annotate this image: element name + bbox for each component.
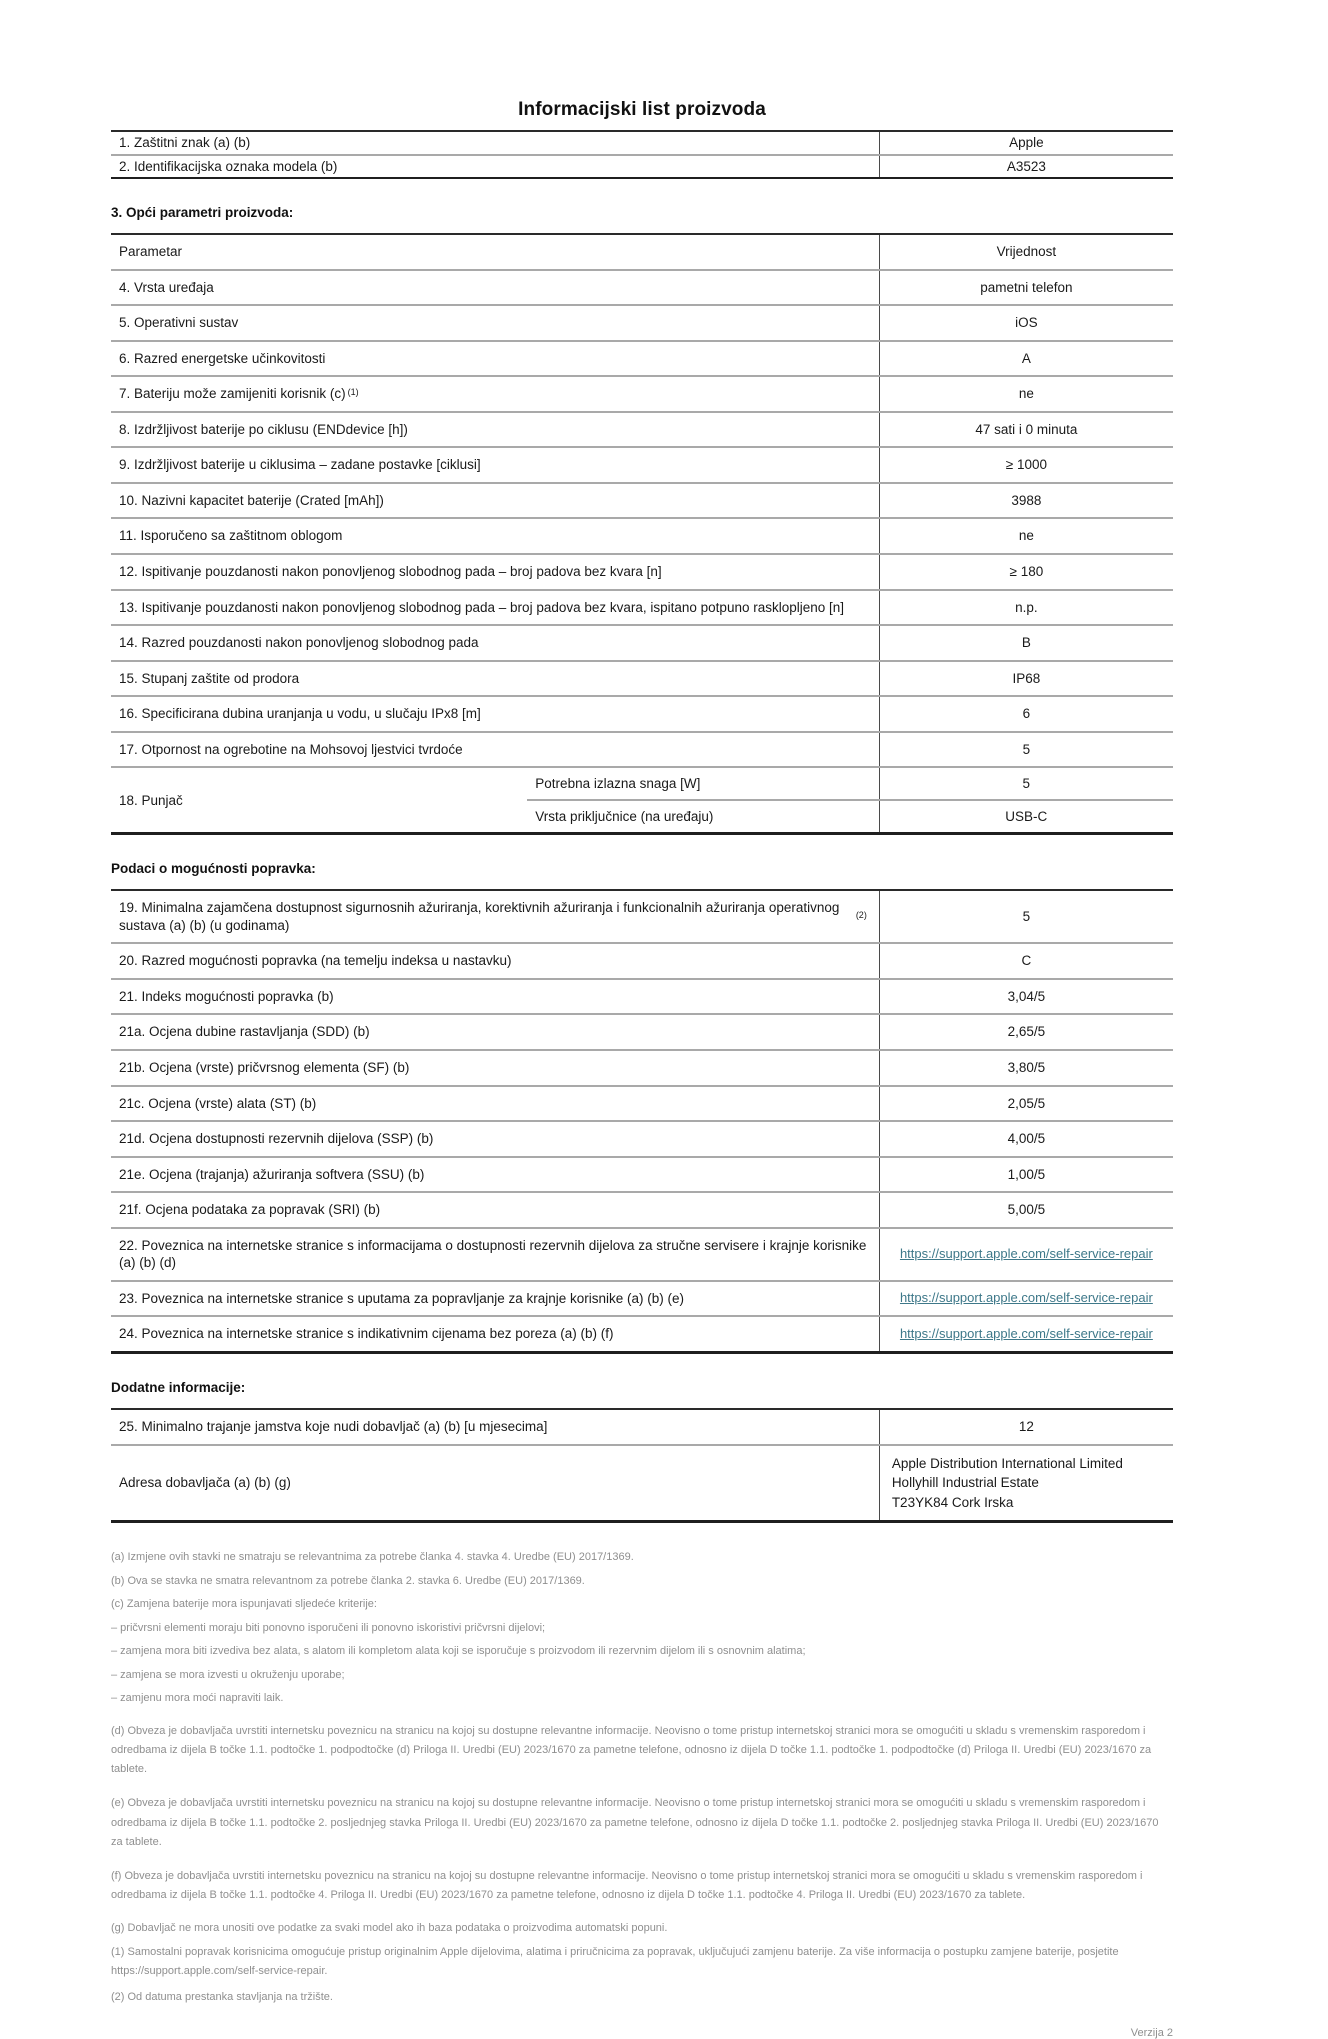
footnote: – zamjenu mora moći napraviti laik. [111,1692,284,1705]
row-value: pametni telefon [879,271,1173,305]
table-row [111,482,1173,518]
row-label: 11. Isporučeno sa zaštitnom oblogom [119,528,343,544]
row-label: 21a. Ocjena dubine rastavljanja (SDD) (b) [119,1024,370,1040]
table-row [111,731,1173,767]
footnote: (a) Izmjene ovih stavki ne smatraju se relevantnima za potrebe članka 4. stavka 4. Uredbe (EU) 2017/1369. [111,1551,634,1564]
row-label: 9. Izdržljivost baterije u ciklusima – zadane postavke [ciklusi] [119,457,481,473]
table-row [111,660,1173,696]
row-value: USB-C [879,801,1173,832]
row-value: n.p. [879,591,1173,625]
row-label: 23. Poveznica na internetske stranice s uputama za popravljanje za krajnje korisnike (a) (b) (e) [119,1290,685,1306]
row-value: 2,05/5 [879,1087,1173,1121]
product-fiche [111,0,1173,2039]
footnote: – zamjena se mora izvesti u okruženju uporabe; [111,1668,345,1681]
row-value: 6 [879,697,1173,731]
row-label: 2. Identifikacijska oznaka modela (b) [119,158,338,174]
repair-instructions-link[interactable]: https://support.apple.com/self-service-repair [899,1290,1153,1306]
charger-row [111,766,1173,832]
address-line: T23YK84 Cork Irska [891,1494,1014,1510]
table-row [111,1280,1173,1316]
footnote: (f) Obveza je dobavljača uvrstiti internetsku poveznicu na stranicu na kojoj su dostupne relevantne informacije. Neovisno o tome pristup internetskoj stranici mora se omogućiti u skladu s vremenskim rasporedom i odredbama iz dijela B točke 1.1. podtočke 4. Priloga II. Uredbi (EU) 2023/1670 za pametne telefone, odnosno iz dijela D točke 1.1. podtočke 4. Priloga II. Uredbi (EU) 2023/1670 za tablete. [111,1870,1143,1902]
row-label: 21c. Ocjena (vrste) alata (ST) (b) [119,1095,317,1111]
row-label: 18. Punjač [119,792,183,808]
row-label: 21f. Ocjena podataka za popravak (SRI) (b) [119,1202,381,1218]
row-label: 1. Zaštitni znak (a) (b) [119,135,251,150]
table-row [111,695,1173,731]
table-row [111,1049,1173,1085]
table-row [527,799,1173,832]
row-label: 24. Poveznica na internetske stranice s indikativnim cijenama bez poreza (a) (b) (f) [119,1326,614,1342]
address-line: Apple Distribution International Limited [891,1455,1123,1471]
row-value [879,1317,1173,1351]
table-row [111,411,1173,447]
table-row [111,1013,1173,1049]
table-row [111,1410,1173,1444]
row-value [879,1282,1173,1316]
general-parameters-table [111,233,1173,835]
footnote-marker: (1) [347,387,359,398]
row-value: ≥ 1000 [879,448,1173,482]
table-header-row [111,235,1173,269]
row-value: 3,80/5 [879,1051,1173,1085]
charger-sub-rows [527,768,1173,832]
row-value: 3,04/5 [879,980,1173,1014]
row-label: 13. Ispitivanje pouzdanosti nakon ponovljenog slobodnog pada – broj padova bez kvara, ispitano potpuno rasklopljeno [n] [119,599,845,615]
row-value: 12 [879,1410,1173,1444]
table-row [111,446,1173,482]
table-row [111,891,1173,942]
row-value: 1,00/5 [879,1158,1173,1192]
row-value: 5 [879,733,1173,767]
row-label [111,891,879,942]
table-row [111,978,1173,1014]
table-row [111,269,1173,305]
footnote-marker: (2) [855,910,867,920]
row-value: iOS [879,306,1173,340]
table-row [111,1227,1173,1280]
table-row [111,304,1173,340]
footnote: – pričvrsni elementi moraju biti ponovno isporučeni ili ponovno iskoristivi pričvrsni dijelovi; [111,1621,546,1634]
table-row [111,942,1173,978]
address-line: Hollyhill Industrial Estate [891,1475,1039,1491]
repairability-table [111,889,1173,1354]
table-row [111,517,1173,553]
row-label: 22. Poveznica na internetske stranice s informacijama o dostupnosti rezervnih dijelova za stručne servisere i krajnje korisnike (a) (b) (d) [119,1237,867,1271]
footnote: (2) Od datuma prestanka stavljanja na tržište. [111,1990,333,2003]
indicative-prices-link[interactable]: https://support.apple.com/self-service-repair [899,1325,1153,1341]
table-row [111,1315,1173,1351]
page-title: Informacijski list proizvoda [518,99,766,120]
table-row [111,553,1173,589]
section-heading-additional: Dodatne informacije: [111,1379,246,1395]
row-label: 25. Minimalno trajanje jamstva koje nudi dobavljač (a) (b) [u mjesecima] [119,1418,548,1434]
row-label: 6. Razred energetske učinkovitosti [119,350,326,366]
row-value: 4,00/5 [879,1122,1173,1156]
supplier-address [879,1446,1173,1521]
row-label: Vrsta priključnice (na uređaju) [535,809,714,825]
table-row [111,589,1173,625]
row-value: 47 sati i 0 minuta [879,413,1173,447]
footnote: (b) Ova se stavka ne smatra relevantnom za potrebe članka 2. stavka 6. Uredbe (EU) 2017/1369. [111,1574,585,1587]
footnotes-section [111,1549,1173,2005]
row-value: ≥ 180 [879,555,1173,589]
row-label: 21. Indeks mogućnosti popravka (b) [119,988,334,1004]
footnote: – zamjena mora biti izvediva bez alata, s alatom ili kompletom alata koji se isporučuje s proizvodom ili rezervnim dijelom ili s osnovnim alatima; [111,1645,806,1658]
table-row [111,1444,1173,1521]
table-row [527,768,1173,799]
row-label-text: 19. Minimalna zajamčena dostupnost sigurnosnih ažuriranja, korektivnih ažuriranja i funkcionalnih ažuriranja operativnog sustava (a) (b) (u godinama) [119,900,840,933]
row-label: 21b. Ocjena (vrste) pričvrsnog elementa (SF) (b) [119,1060,410,1076]
row-label: 17. Otpornost na ogrebotine na Mohsovoj ljestvici tvrdoće [119,741,463,757]
row-value: B [879,626,1173,660]
row-label: 12. Ispitivanje pouzdanosti nakon ponovljenog slobodnog pada – broj padova bez kvara [n] [119,564,662,580]
column-header-parameter: Parametar [119,244,183,260]
section-heading-general: 3. Opći parametri proizvoda: [111,205,294,221]
row-value: IP68 [879,662,1173,696]
row-value [879,1229,1173,1280]
table-row [111,340,1173,376]
row-label: 10. Nazivni kapacitet baterije (Crated [mAh]) [119,492,384,508]
row-label: 15. Stupanj zaštite od prodora [119,670,300,686]
table-row [111,1156,1173,1192]
version-label: Verzija 2 [1130,2027,1173,2039]
row-value: A3523 [879,156,1173,178]
row-label [111,377,879,411]
row-value: A [879,342,1173,376]
row-label: 21d. Ocjena dostupnosti rezervnih dijelova (SSP) (b) [119,1131,434,1147]
spare-parts-link[interactable]: https://support.apple.com/self-service-repair [899,1245,1153,1261]
row-label: 20. Razred mogućnosti popravka (na temelju indeksa u nastavku) [119,953,512,969]
row-label: Adresa dobavljača (a) (b) (g) [119,1475,291,1491]
footnote: (g) Dobavljač ne mora unositi ove podatke za svaki model ako ih baza podataka o proizvodima automatski popuni. [111,1921,668,1934]
row-label: 4. Vrsta uređaja [119,279,214,295]
table-row [111,132,1173,154]
row-label: 5. Operativni sustav [119,315,239,331]
footnote: (e) Obveza je dobavljača uvrstiti internetsku poveznicu na stranicu na kojoj su dostupne relevantne informacije. Neovisno o tome pristup internetskoj stranici mora se omogućiti u skladu s vremenskim rasporedom i odredbama iz dijela B točke 1.1. podtočke 2. posljednjeg stavka Priloga II. Uredbi (EU) 2023/1670 za pametne telefone, odnosno iz dijela D točke 1.1. podtočke 2. posljednjeg stavka Priloga II. Uredbi (EU) 2023/1670 za tablete. [111,1797,1159,1848]
row-value: 2,65/5 [879,1015,1173,1049]
table-row [111,375,1173,411]
additional-info-table [111,1408,1173,1523]
row-label: Potrebna izlazna snaga [W] [535,776,701,792]
supplier-address-lines [886,1450,1129,1517]
column-header-value: Vrijednost [879,235,1173,269]
identification-table [111,130,1173,179]
row-label: 8. Izdržljivost baterije po ciklusu (ENDdevice [h]) [119,421,408,437]
row-value: ne [879,519,1173,553]
row-value: 5 [879,891,1173,942]
footnote: (1) Samostalni popravak korisnicima omogućuje pristup originalnim Apple dijelovima, alatima i priručnicima za popravak, uključujući zamjenu baterije. Za više informacija o postupku zamjene baterije, posjetite https://support.apple.com/self-service-repair. [111,1946,1119,1978]
row-label-text: 7. Bateriju može zamijeniti korisnik (c) [119,386,346,402]
row-value: C [879,944,1173,978]
row-value: 5 [879,768,1173,799]
table-row [111,1191,1173,1227]
row-value: ne [879,377,1173,411]
row-value: 5,00/5 [879,1193,1173,1227]
footnote: (c) Zamjena baterije mora ispunjavati sljedeće kriterije: [111,1598,377,1611]
table-row [111,624,1173,660]
table-row [111,1085,1173,1121]
section-heading-repair: Podaci o mogućnosti popravka: [111,861,316,877]
row-label: 21e. Ocjena (trajanja) ažuriranja softvera (SSU) (b) [119,1166,425,1182]
table-row [111,1120,1173,1156]
table-row [111,154,1173,178]
row-label: 14. Razred pouzdanosti nakon ponovljenog slobodnog pada [119,635,479,651]
row-label: 16. Specificirana dubina uranjanja u vodu, u slučaju IPx8 [m] [119,706,481,722]
footnote: (d) Obveza je dobavljača uvrstiti internetsku poveznicu na stranicu na kojoj su dostupne relevantne informacije. Neovisno o tome pristup internetskoj stranici mora se omogućiti u skladu s vremenskim rasporedom i odredbama iz dijela B točke 1.1. podtočke 1. podpodtočke (d) Priloga II. Uredbi (EU) 2023/1670 za pametne telefone, odnosno iz dijela D točke 1.1. podtočke 1. podpodtočke (d) Priloga II. Uredbi (EU) 2023/1670 za tablete. [111,1724,1152,1776]
row-value: Apple [879,132,1173,154]
row-value: 3988 [879,484,1173,518]
